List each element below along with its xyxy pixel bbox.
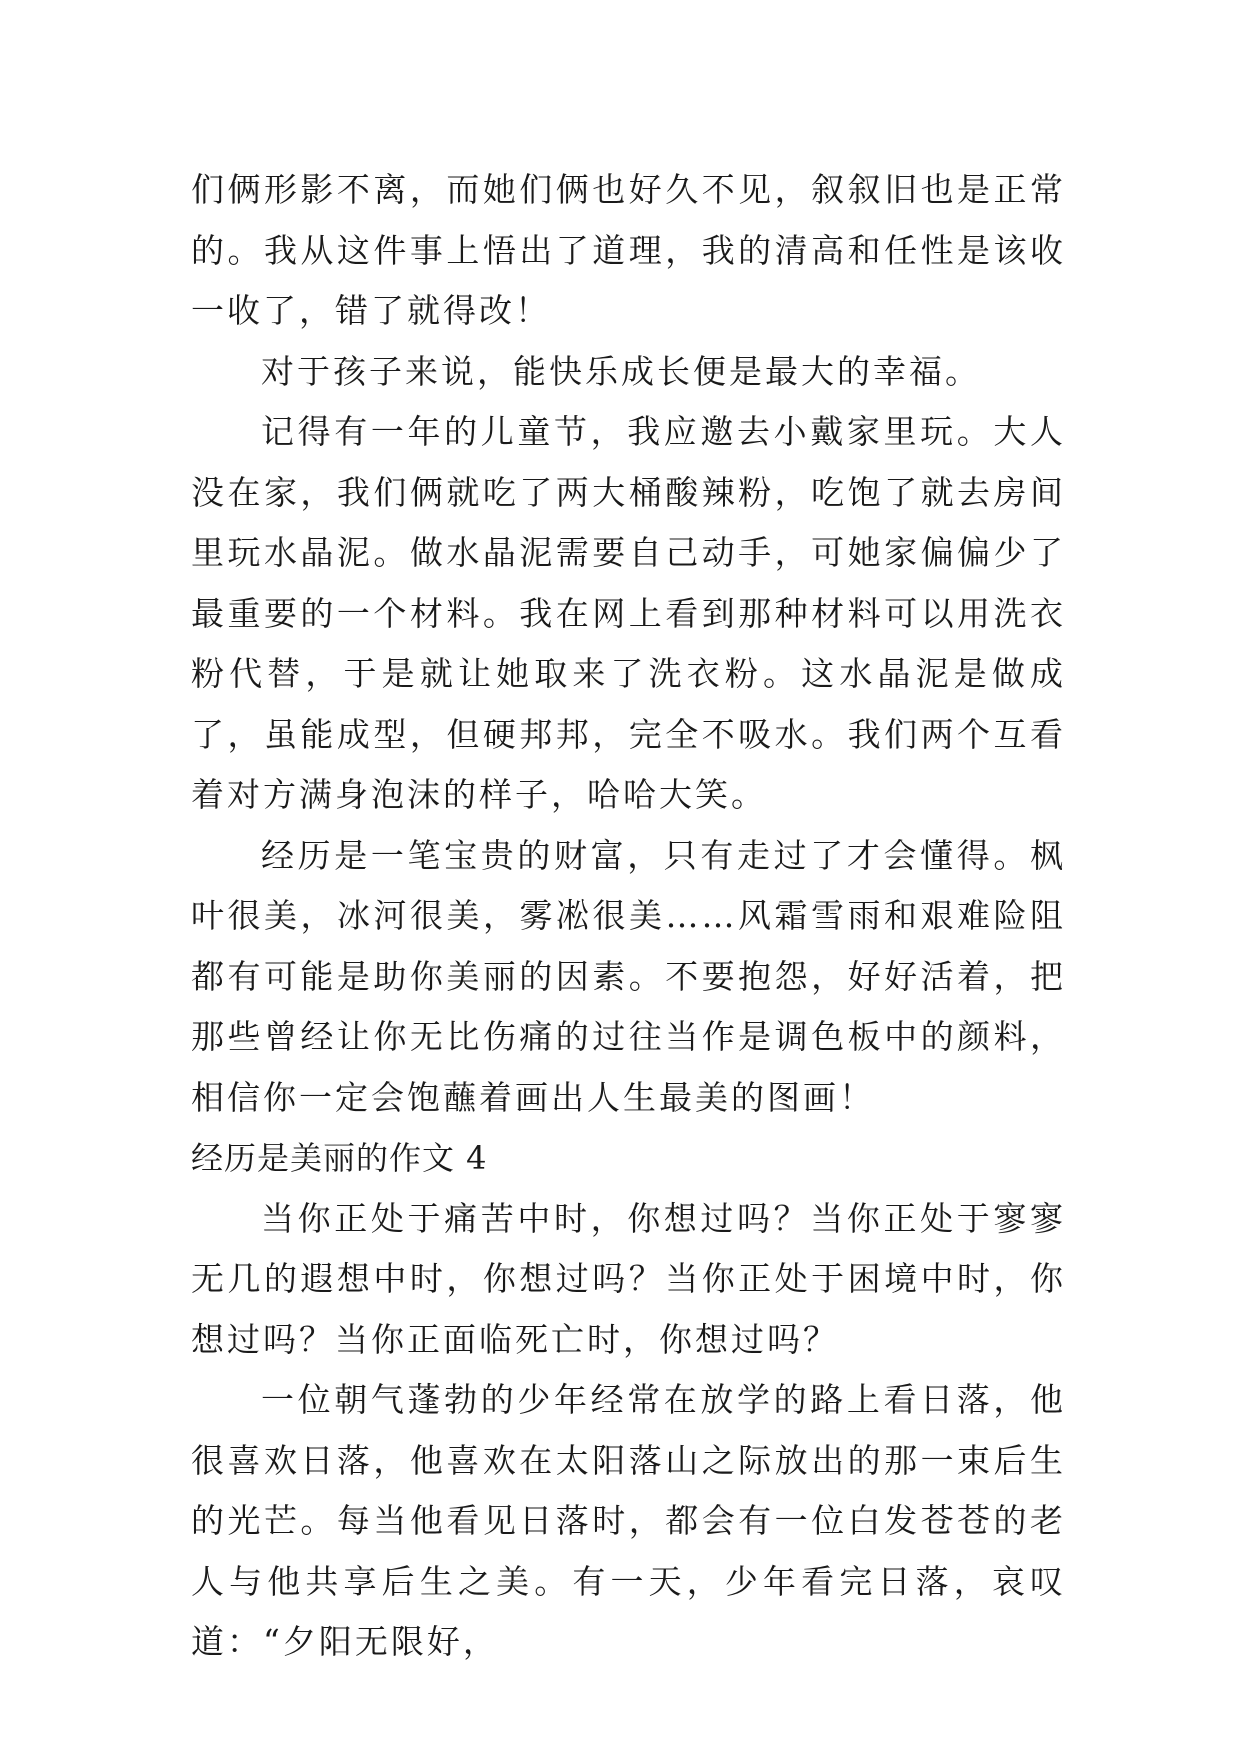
paragraph-childrens-day: 记得有一年的儿童节，我应邀去小戴家里玩。大人没在家，我们俩就吃了两大桶酸辣粉，吃饱了就去房间里玩水晶泥。做水晶泥需要自己动手，可她家偏偏少了最重要的一个材料。我在网上看到那种材料可以用洗衣粉代替，于是就让她取来了洗衣粉。这水晶泥是做成了，虽能成型，但硬邦邦，完全不吸水。我们两个互看着对方满身泡沫的样子，哈哈大笑。	[191, 412, 1066, 814]
paragraph-questions: 当你正处于痛苦中时，你想过吗？当你正处于寥寥无几的遐想中时，你想过吗？当你正处于困境中时，你想过吗？当你正面临死亡时，你想过吗？	[191, 1198, 1066, 1359]
paragraph-happiness: 对于孩子来说，能快乐成长便是最大的幸福。	[261, 351, 981, 391]
paragraph-sunset-youth: 一位朝气蓬勃的少年经常在放学的路上看日落，他很喜欢日落，他喜欢在太阳落山之际放出的那一束后生的光芒。每当他看见日落时，都会有一位白发苍苍的老人与他共享后生之美。有一天，少年看完日落，哀叹道：“夕阳无限好，	[191, 1380, 1066, 1661]
document-body	[191, 160, 1066, 1673]
paragraph-continued: 们俩形影不离，而她们俩也好久不见，叙叙旧也是正常的。我从这件事上悟出了道理，我的清高和任性是该收一收了，错了就得改！	[191, 170, 1066, 330]
essay-heading: 经历是美丽的作文 4	[191, 1139, 488, 1177]
paragraph-experience-wealth: 经历是一笔宝贵的财富，只有走过了才会懂得。枫叶很美，冰河很美，雾凇很美……风霜雪雨和艰难险阻都有可能是助你美丽的因素。不要抱怨，好好活着，把那些曾经让你无比伤痛的过往当作是调色板中的颜料，相信你一定会饱蘸着画出人生最美的图画！	[191, 835, 1066, 1117]
